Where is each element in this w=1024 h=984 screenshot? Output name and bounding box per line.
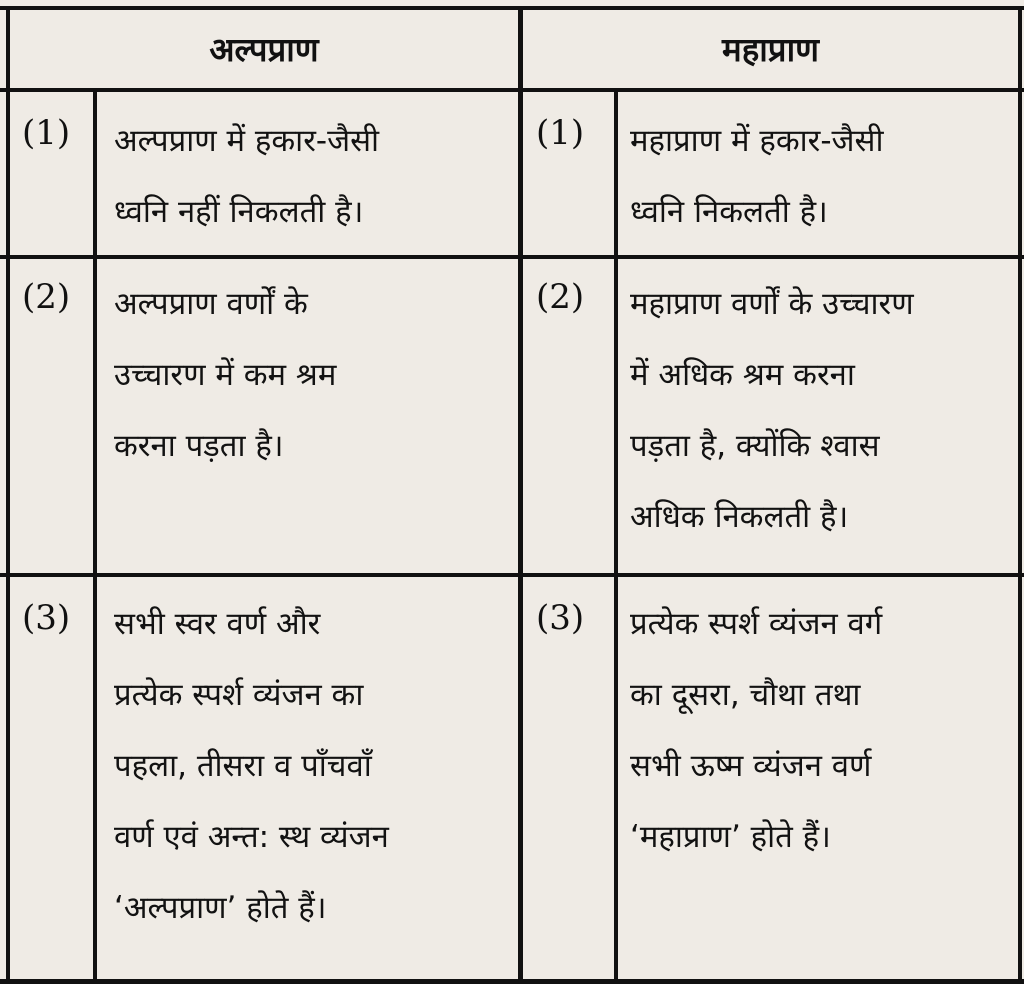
row-2-right-number: (2): [536, 277, 585, 317]
table-border-right: [1018, 6, 1022, 984]
center-column-divider: [518, 6, 523, 984]
row-1-left-number: (1): [22, 113, 71, 153]
table-border-top: [0, 6, 1024, 10]
table-border-bottom: [0, 979, 1024, 984]
header-divider: [0, 88, 1024, 92]
right-number-column-divider: [614, 88, 618, 984]
left-number-column-divider: [93, 88, 97, 984]
row-2-left-text: अल्पप्राण वर्णों के उच्चारण में कम श्रम करना पड़ता है।: [114, 286, 337, 464]
row-3-right-text: प्रत्येक स्पर्श व्यंजन वर्ग का दूसरा, चौथा तथा सभी ऊष्म व्यंजन वर्ण ‘महाप्राण’ होते हैं।: [630, 606, 883, 855]
row-divider-1: [0, 255, 1024, 259]
row-1-left-text: अल्पप्राण में हकार-जैसी ध्वनि नहीं निकलती है।: [114, 123, 380, 230]
row-2-right-text: महाप्राण वर्णों के उच्चारण में अधिक श्रम करना पड़ता है, क्योंकि श्वास अधिक निकलती है।: [630, 286, 914, 535]
header-alpaprana: अल्पप्राण: [209, 30, 319, 69]
row-3-left-text: सभी स्वर वर्ण और प्रत्येक स्पर्श व्यंजन का पहला, तीसरा व पाँचवाँ वर्ण एवं अन्त: स्थ व्यंजन ‘अल्पप्राण’ होते हैं।: [114, 606, 389, 926]
row-3-right-number: (3): [536, 598, 585, 638]
row-1-right-number: (1): [536, 113, 585, 153]
row-3-left-number: (3): [22, 598, 71, 638]
header-mahaprana: महाप्राण: [722, 30, 819, 69]
row-divider-2: [0, 573, 1024, 577]
row-2-left-number: (2): [22, 277, 71, 317]
row-1-right-text: महाप्राण में हकार-जैसी ध्वनि निकलती है।: [630, 123, 884, 230]
table-border-left: [6, 6, 10, 984]
